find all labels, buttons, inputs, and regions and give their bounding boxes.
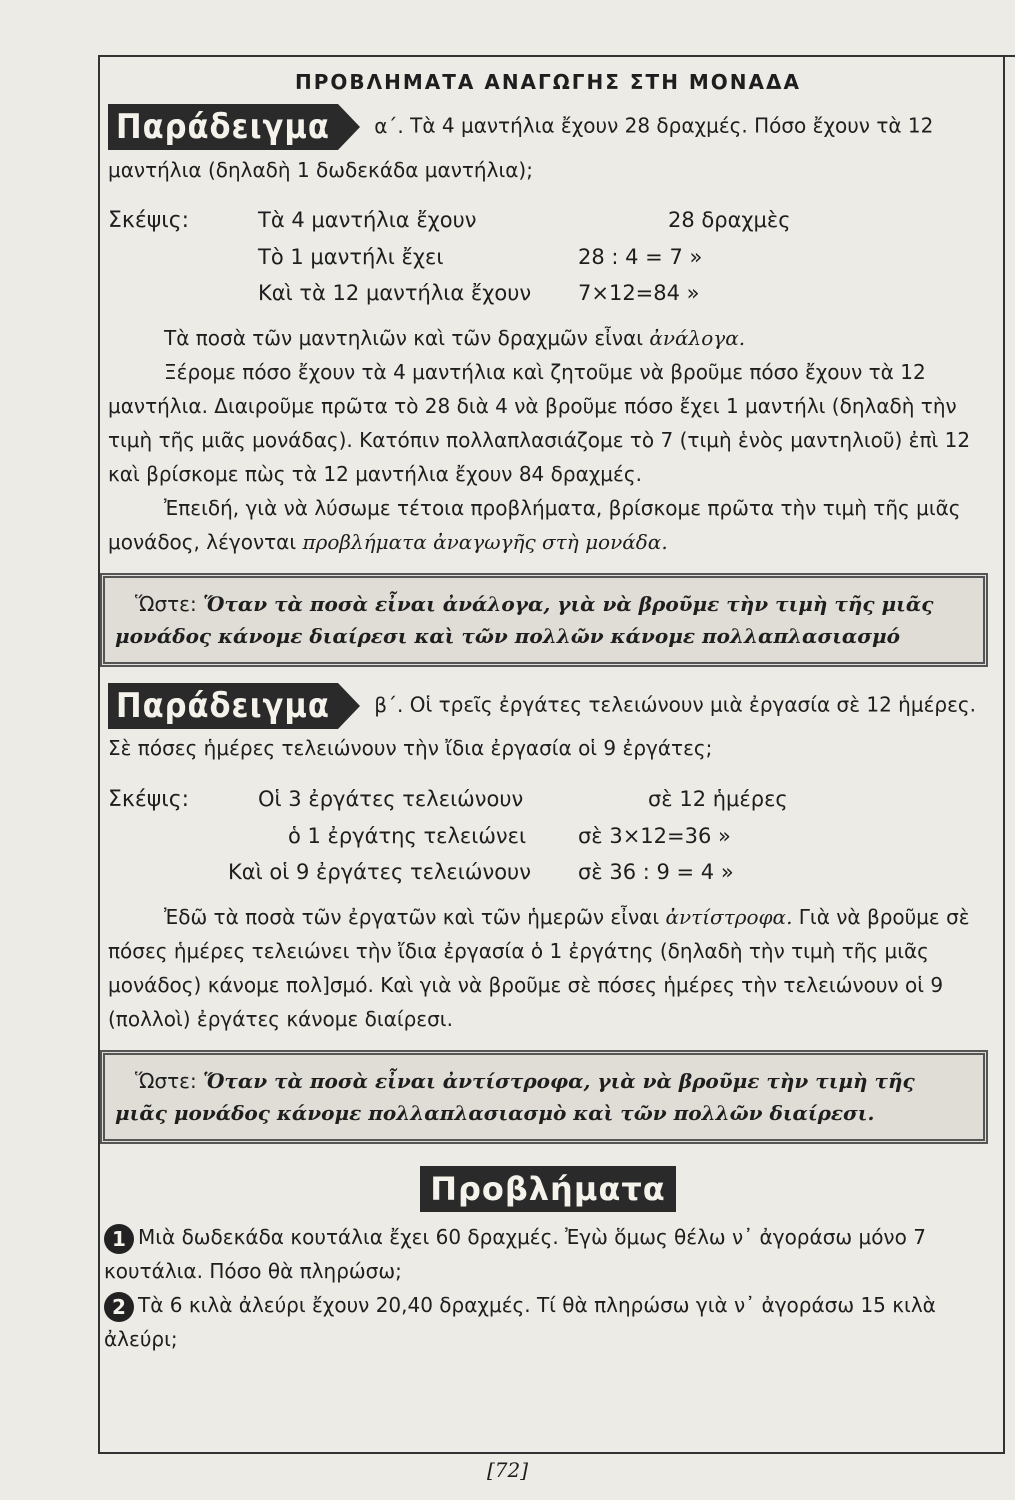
- reasoning-left: Καὶ τὰ 12 μαντήλια ἔχουν: [258, 281, 532, 305]
- reasoning-right: σὲ 12 ἡμέρες: [648, 787, 788, 811]
- italic-term: προβλήματα ἀναγωγῆς στὴ μονάδα.: [302, 530, 668, 554]
- rule-label: Ὥστε:: [135, 1069, 197, 1093]
- problem-item: [104, 1288, 988, 1356]
- reasoning-left: ὁ 1 ἐργάτης τελειώνει: [288, 824, 527, 848]
- text-span: Ἐδῶ τὰ ποσὰ τῶν ἐργατῶν καὶ τῶν ἡμερῶν εἶναι: [164, 905, 666, 929]
- page-border-left: [98, 55, 100, 1453]
- text-span: Ἐπειδή, γιὰ νὰ λύσωμε τέτοια προβλήματα, βρίσκομε πρῶτα τὴν τιμὴ τῆς μιᾶς μονάδος, λέγονται: [108, 496, 961, 554]
- problem-item: [104, 1220, 988, 1288]
- example-tag: Παράδειγμα: [108, 104, 338, 150]
- example-question: Οἱ τρεῖς ἐργάτες τελειώνουν μιὰ ἐργασία σὲ 12 ἡμέρες. Σὲ πόσες ἡμέρες τελειώνουν τὴν ἴδια ἐργασία οἱ 9 ἐργάτες;: [108, 692, 976, 760]
- problems-header: [108, 1166, 988, 1212]
- reasoning-left: Καὶ οἱ 9 ἐργάτες τελειώνουν: [228, 860, 531, 884]
- example-a: [108, 104, 988, 667]
- italic-term: ἀντίστροφα.: [665, 905, 793, 929]
- thought-label: Σκέψις:: [108, 787, 190, 812]
- paragraph: Ξέρομε πόσο ἔχουν τὰ 4 μαντήλια καὶ ζητοῦμε νὰ βροῦμε πόσο ἔχουν τὰ 12 μαντήλια. Διαιροῦμε πρῶτα τὸ 28 διὰ 4 νὰ βροῦμε πόσο ἔχει 1 μαντήλι (δηλαδὴ τὴν τιμὴ τῆς μιᾶς μονάδας). Κατόπιν πολλαπλασιάζομε τὸ 7 (τιμὴ ἑνὸς μαντηλιοῦ) ἐπὶ 12 καὶ βρίσκομε πὼς τὰ 12 μαντήλια ἔχουν 84 δραχμές.: [108, 360, 971, 486]
- example-tag: Παράδειγμα: [108, 683, 338, 729]
- example-letter: α΄.: [374, 113, 404, 138]
- example-question: Τὰ 4 μαντήλια ἔχουν 28 δραχμές. Πόσο ἔχουν τὰ 12 μαντήλια (δηλαδὴ 1 δωδεκάδα μαντήλια);: [108, 113, 934, 182]
- rule-label: Ὥστε:: [135, 592, 197, 616]
- problem-text: Μιὰ δωδεκάδα κουτάλια ἔχει 60 δραχμές. Ἐγὼ ὅμως θέλω ν᾽ ἀγοράσω μόνο 7 κουτάλια. Πόσο θὰ πληρώσω;: [104, 1225, 926, 1283]
- problems-tag: Προβλήματα: [420, 1166, 676, 1212]
- reasoning-right: 28 : 4 = 7 »: [578, 245, 703, 269]
- italic-term: ἀνάλογα.: [649, 326, 746, 350]
- page-number: [72]: [486, 1458, 529, 1482]
- problem-number-badge: 2: [104, 1292, 134, 1322]
- rule-box: [100, 573, 988, 667]
- reasoning-left: Τὸ 1 μαντήλι ἔχει: [258, 245, 444, 269]
- paragraph: [108, 321, 988, 355]
- rule-text: Ὅταν τὰ ποσὰ εἶναι ἀντίστροφα, γιὰ νὰ βροῦμε τὴν τιμὴ τῆς μιᾶς μονάδος κάνομε πολλαπλασιασμὸ καὶ τῶν πολλῶν διαίρεσι.: [115, 1069, 915, 1125]
- rule-text: Ὅταν τὰ ποσὰ εἶναι ἀνάλογα, γιὰ νὰ βροῦμε τὴν τιμὴ τῆς μιᾶς μονάδος κάνομε διαίρεσι καὶ τῶν πολλῶν κάνομε πολλαπλασιασμό: [115, 592, 934, 648]
- text-span: Τὰ ποσὰ τῶν μαντηλιῶν καὶ τῶν δραχμῶν εἶναι: [164, 326, 650, 350]
- example-b: [108, 683, 988, 1144]
- page-border-right: [1003, 55, 1005, 1453]
- reasoning-right: σὲ 3×12=36 »: [578, 824, 731, 848]
- paragraph: [108, 491, 988, 559]
- text-span: Γιὰ νὰ βροῦμε σὲ πόσες ἡμέρες τελειώνει τὴν ἴδια ἐργασία ὁ 1 ἐργάτης (δηλαδὴ τὴν τιμὴ τῆς μιᾶς μονάδος) κάνομε πολ]σμό. Καὶ γιὰ νὰ βροῦμε σὲ πόσες ἡμέρες τὴν τελειώνουν οἱ 9 (πολλοὶ) ἐργάτες κάνομε διαίρεσι.: [108, 905, 970, 1031]
- reasoning-right: 28 δραχμὲς: [668, 208, 791, 232]
- page-border-top: [98, 55, 1015, 57]
- reasoning-block: [108, 202, 988, 311]
- thought-label: Σκέψις:: [108, 208, 190, 233]
- problem-number-badge: 1: [104, 1224, 134, 1254]
- page-content: [104, 62, 988, 1356]
- reasoning-block: [108, 781, 988, 890]
- example-letter: β΄.: [374, 692, 404, 717]
- reasoning-right: 7×12=84 »: [578, 281, 700, 305]
- paragraph: [108, 900, 988, 1036]
- reasoning-left: Οἱ 3 ἐργάτες τελειώνουν: [258, 787, 524, 811]
- problem-text: Τὰ 6 κιλὰ ἀλεύρι ἔχουν 20,40 δραχμές. Τί θὰ πληρώσω γιὰ ν᾽ ἀγοράσω 15 κιλὰ ἀλεύρι;: [104, 1293, 936, 1351]
- page-title: ΠΡΟΒΛΗΜΑΤΑ ΑΝΑΓΩΓΗΣ ΣΤΗ ΜΟΝΑΔΑ: [295, 70, 801, 94]
- reasoning-right: σὲ 36 : 9 = 4 »: [578, 860, 734, 884]
- rule-box: [100, 1050, 988, 1144]
- reasoning-left: Τὰ 4 μαντήλια ἔχουν: [258, 208, 477, 232]
- page-border-bottom: [98, 1452, 1005, 1454]
